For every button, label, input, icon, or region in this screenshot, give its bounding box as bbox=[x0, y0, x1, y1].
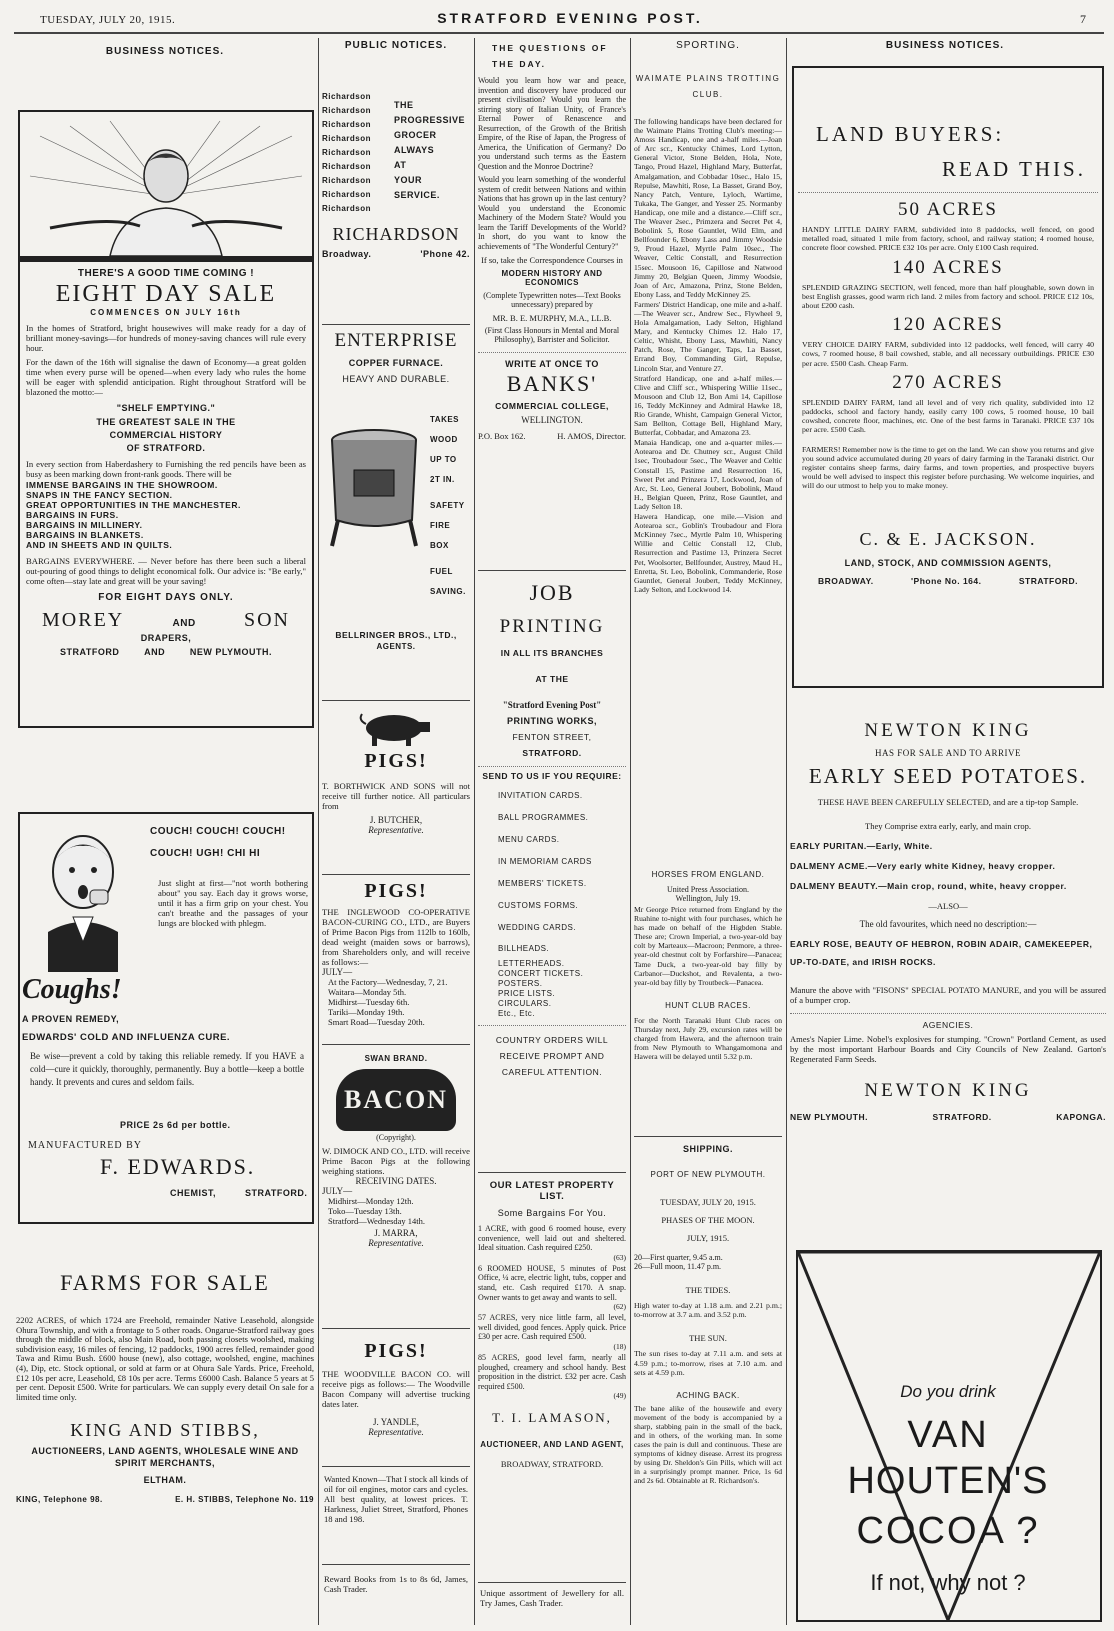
job-works: PRINTING WORKS, bbox=[507, 716, 597, 726]
bargain-line: BARGAINS IN BLANKETS. bbox=[26, 530, 144, 540]
land-buyers-ad bbox=[792, 66, 1104, 688]
col2-divider bbox=[322, 874, 470, 875]
newton-old-varieties: EARLY ROSE, BEAUTY OF HEBRON, ROBIN ADAIR, CAMEKEEPER, UP-TO-DATE, and IRISH ROCKS. bbox=[790, 939, 1093, 967]
morey-motto-4: OF STRATFORD. bbox=[126, 443, 206, 453]
bacon-logo bbox=[336, 1069, 456, 1131]
slogan-word: YOUR bbox=[394, 175, 423, 185]
land-listing-text: SPLENDID GRAZING SECTION, well fenced, more than half ploughable, sown down in best English grasses, good warm rich land. 2 miles from factory and school. PRICE £12 10s, about £200 cash. bbox=[802, 282, 1094, 311]
job-item: BALL PROGRAMMES. bbox=[498, 813, 589, 822]
col4-divider bbox=[634, 1136, 782, 1137]
morey-headline: THERE'S A GOOD TIME COMING ! bbox=[77, 268, 255, 279]
moon-phase: 20—First quarter, 9.45 a.m. bbox=[634, 1253, 723, 1262]
bargain-line: IMMENSE BARGAINS IN THE SHOWROOM. bbox=[26, 480, 218, 490]
land-farmers-note: FARMERS! Remember now is the time to get on the land. We can show you returns and give you sound advice accumulated during 20 years of dairy farming in the Taranaki district. Our register contains sheep farms, dairy farms, and town properties, and prospective buyers would be well advised to inspect this register before purchasing. We welcome inquiries, and will do our utmost to help you to make money. bbox=[802, 444, 1094, 491]
job-town: STRATFORD. bbox=[522, 748, 582, 758]
land-listing-acres: 120 ACRES bbox=[892, 314, 1004, 336]
richardson-repeat: Richardson bbox=[322, 106, 372, 115]
richardson-repeat-list bbox=[322, 90, 394, 216]
masthead bbox=[0, 0, 1114, 36]
lamason-trade: AUCTIONEER, AND LAND AGENT, bbox=[480, 1440, 624, 1450]
pigs-text-2: THE INGLEWOOD CO-OPERATIVE BACON-CURING CO., LTD., are Buyers of Prime Bacon Pigs from 112lb to 160lb, dead weight (maiden sows or barrows), from Shareholders only, and will receive as follows:— bbox=[322, 907, 470, 967]
farms-ad bbox=[16, 1256, 314, 1616]
horses-dateline: Wellington, July 19. bbox=[675, 894, 741, 903]
col1-section-head: BUSINESS NOTICES. bbox=[105, 46, 225, 57]
separator bbox=[478, 766, 626, 767]
shipping-port: PORT OF NEW PLYMOUTH. bbox=[650, 1170, 766, 1179]
bacon-signer: J. MARRA, bbox=[374, 1228, 418, 1238]
hunt-text: For the North Taranaki Hunt Club races on Thursday next, July 29, excursion rates will be charged from Hawera, and the afternoon train from New Plymouth to Whangamomona and Hawera will be delayed until 5.32 p.m. bbox=[634, 1015, 782, 1062]
job-items bbox=[478, 785, 626, 1019]
coughs-maker: F. EDWARDS. bbox=[100, 1154, 256, 1179]
morey-firm-son: SON bbox=[243, 609, 290, 631]
pigs-date: Midhirst—Tuesday 6th. bbox=[328, 997, 410, 1007]
bacon-role: Representative. bbox=[368, 1238, 424, 1248]
shipping-date: TUESDAY, JULY 20, 1915. bbox=[660, 1197, 756, 1207]
job-title-2: PRINTING bbox=[499, 616, 605, 637]
jewellery-notice: Unique assortment of Jewellery for all. Try James, Cash Trader. bbox=[480, 1588, 624, 1608]
job-item: BILLHEADS. bbox=[498, 944, 550, 953]
land-street: BROADWAY. bbox=[818, 575, 874, 586]
newton-firm-2: NEWTON KING bbox=[864, 1080, 1032, 1101]
sporting-handicaps-3: Stratford Handicap, one and a-half miles.—Clive and Cliff scr., Whispering Willie 11sec., Mousoon and Club 12, Bon Ami 14, Capillose 16, Teddy McKinney and Admiral Hawke 18, Rio Grande, Whisht, Campaign General Victor, Sam Bellton, Cottage Bell, Highland Mary, Butterfat, Cobbadar, and Amazona 23. bbox=[634, 373, 782, 438]
job-send: SEND TO US IF YOU REQUIRE: bbox=[482, 771, 622, 781]
morey-place-and: AND bbox=[144, 647, 166, 657]
coughs-paragraph-2: Be wise—prevent a cold by taking this reliable remedy. If you HAVE a cold—cure it quickly, thoroughly, permanently. Buy a bottle—keep a bottle handy. It prevents and cures and seldom fails. bbox=[30, 1051, 304, 1087]
job-item: POSTERS. bbox=[498, 979, 543, 988]
feature-word: SAFETY bbox=[430, 501, 465, 510]
property-listing: 57 ACRES, very nice little farm, all level, well divided, good fences. Apply quick. Price £30 per acre. Cash required £500. bbox=[478, 1313, 626, 1342]
horses-news bbox=[634, 870, 782, 1061]
property-ref: (18) bbox=[613, 1341, 626, 1351]
cocoa-line-4: COCOA ? bbox=[856, 1510, 1040, 1552]
land-listing-text: HANDY LITTLE DAIRY FARM, subdivided into 8 paddocks, well fenced, on good metalled road, situated 1 mile from factory, school, and railway station; 4 roomed house, concrete floor cowshed. PRICE £32 10s per acre. Only £100 Cash required. bbox=[802, 225, 1094, 253]
bacon-dates-title: RECEIVING DATES. bbox=[355, 1176, 437, 1186]
moon-month: JULY, 1915. bbox=[686, 1233, 730, 1243]
banks-contact bbox=[478, 431, 626, 441]
farms-text: 2202 ACRES, of which 1724 are Freehold, remainder Native Leasehold, alongside Ohura Township, and with a frontage to 5 other roads. Ongarue-Stratford railway goes through the middle of block, also Main Road, both passing closets woolshed, making subdivision easy, 16 miles of fencing, 12 paddocks, 1900 acres felled, remainder good Tawa and Rimu Bush. £600 house (new), also cottage, woolshed, engine, machines (4), Dip, etc. Stock optional, or sold at farm or at Ohura Sale Yards. Price, Freehold, £12 10s per acre, Leasehold, £8 10s per acre. Terms £6000 Cash. Balance 5 years at 5 per cent. Deposit £500. Write for particulars. We can supply every detail On sale for a limited time only. bbox=[16, 1315, 314, 1402]
sporting-club: WAIMATE PLAINS TROTTING CLUB. bbox=[635, 74, 781, 99]
job-branches: IN ALL ITS BRANCHES bbox=[500, 648, 604, 658]
wanted-known-notice: Wanted Known—That I stock all kinds of oil for oil engines, motor cars and cycles. All best quality, at lowest prices. T. Harkness, Juliet Street, Stratford, Phones 18 and 198. bbox=[324, 1474, 468, 1524]
morey-firm bbox=[42, 609, 290, 632]
shipping-news bbox=[634, 1144, 782, 1485]
horses-agency: United Press Association. bbox=[667, 885, 749, 894]
land-headline-1: LAND BUYERS: bbox=[816, 122, 1005, 146]
questions-course-note: (Complete Typewritten notes—Text Books unnecessary) prepared by bbox=[483, 291, 621, 309]
col2-divider bbox=[322, 700, 470, 701]
pigs-date: Tariki—Monday 19th. bbox=[328, 1007, 405, 1017]
lamason-name: T. I. LAMASON, bbox=[492, 1410, 612, 1426]
job-street: FENTON STREET, bbox=[512, 732, 592, 742]
feature-word: TAKES bbox=[430, 415, 460, 424]
morey-motto-1: "SHELF EMPTYING." bbox=[116, 403, 216, 413]
coughs-remedy: A PROVEN REMEDY, bbox=[22, 1014, 120, 1024]
land-listing-acres: 270 ACRES bbox=[892, 371, 1004, 393]
job-item: INVITATION CARDS. bbox=[498, 791, 583, 800]
questions-paragraph-1: Would you learn how war and peace, invention and discovery have produced our present civilisation? Would you learn the stirring story of Italian Unity, of France's Eternal Power of Renascence and Resurrection, of the Growth of the British Empire, of the Rise of Japan, the Progress of America, the Unification of Germany? Do you understand such terms as the Eastern Question and the Monroe Doctrine? bbox=[478, 76, 626, 171]
tides-text: High water to-day at 1.18 a.m. and 2.21 p.m.; to-morrow at 3.7 a.m. and 3.52 p.m. bbox=[634, 1301, 782, 1320]
farms-trades: AUCTIONEERS, LAND AGENTS, WHOLESALE WINE AND SPIRIT MERCHANTS, bbox=[31, 1446, 299, 1469]
separator bbox=[478, 1025, 626, 1026]
copper-furnace-illustration bbox=[324, 420, 424, 550]
bacon-date: Stratford—Wednesday 14th. bbox=[328, 1216, 426, 1226]
pigs-role-1: Representative. bbox=[368, 825, 424, 835]
enterprise-firm: BELLRINGER BROS., LTD., bbox=[335, 630, 457, 640]
pigs-woodville-ad bbox=[322, 1340, 470, 1437]
col2-divider bbox=[322, 1564, 470, 1565]
sporting-handicaps-4: Manaia Handicap, one and a-quarter miles.—Aotearoa and Dr. Chutney scr., August Child 1sec, Troubadour 5sec., The Weaver and Celtic Constall 15, Pastime and Resurrection 16, Sweet Pet and Prinzera 17, Lockwood, Joan of Arc, St. Leo, General Joubert, Bobolink, Maud H., Belgian Queen, Prinz, Rose Gauntlet, and Lady Selton 18. bbox=[634, 438, 782, 511]
separator bbox=[798, 192, 1098, 193]
job-item: CUSTOMS FORMS. bbox=[498, 901, 579, 910]
banks-write: WRITE AT ONCE TO bbox=[505, 359, 599, 369]
bacon-text: W. DIMOCK AND CO., LTD. will receive Prime Bacon Pigs at the following weighing stations. bbox=[322, 1146, 470, 1176]
newton-title: EARLY SEED POTATOES. bbox=[808, 764, 1088, 788]
slogan-word: AT bbox=[394, 160, 407, 170]
column-rule-3 bbox=[630, 38, 631, 1625]
job-item: WEDDING CARDS. bbox=[498, 923, 577, 932]
morey-firm-and: AND bbox=[172, 618, 196, 629]
potato-variety: EARLY PURITAN.—Early, White. bbox=[790, 841, 933, 851]
sun-title: THE SUN. bbox=[689, 1333, 727, 1344]
richardson-ad bbox=[322, 90, 470, 259]
job-item: MENU CARDS. bbox=[498, 835, 560, 844]
property-title: OUR LATEST PROPERTY LIST. bbox=[489, 1180, 615, 1202]
richardson-repeat: Richardson bbox=[322, 92, 372, 101]
job-item: CONCERT TICKETS. bbox=[498, 969, 584, 978]
enterprise-ad bbox=[322, 330, 470, 651]
property-subtitle: Some Bargains For You. bbox=[497, 1208, 607, 1218]
cocoa-line-5: If not, why not ? bbox=[870, 1570, 1026, 1595]
tides-title: THE TIDES. bbox=[685, 1285, 731, 1295]
land-listing bbox=[794, 314, 1102, 368]
newton-places bbox=[790, 1112, 1106, 1122]
enterprise-title: ENTERPRISE bbox=[334, 330, 458, 351]
bargain-line: BARGAINS IN MILLINERY. bbox=[26, 520, 143, 530]
job-item: LETTERHEADS. bbox=[498, 959, 565, 968]
shipping-title: SHIPPING. bbox=[682, 1144, 733, 1154]
bacon-brand: SWAN BRAND. bbox=[364, 1054, 428, 1063]
morey-place-new-plymouth: NEW PLYMOUTH. bbox=[189, 647, 272, 657]
newton-agencies-title: AGENCIES. bbox=[922, 1020, 974, 1030]
newton-comprise: They Comprise extra early, early, and main crop. bbox=[865, 821, 1031, 831]
questions-course: MODERN HISTORY AND ECONOMICS bbox=[501, 269, 603, 287]
job-printing-ad bbox=[478, 580, 626, 1080]
farms-phones bbox=[16, 1495, 314, 1504]
job-item: PRICE LISTS. bbox=[498, 989, 556, 998]
coughs-title: Coughs! bbox=[22, 974, 122, 1005]
morey-bargain-list bbox=[26, 480, 306, 550]
job-paper: "Stratford Evening Post" bbox=[502, 700, 602, 710]
newton-also: —ALSO— bbox=[928, 901, 968, 911]
property-list-ad bbox=[478, 1180, 626, 1469]
horses-title: HORSES FROM ENGLAND. bbox=[651, 870, 765, 879]
feature-word: UP TO bbox=[430, 455, 457, 464]
col2-divider bbox=[322, 1044, 470, 1045]
coughs-maker-trade: CHEMIST, bbox=[170, 1188, 217, 1198]
potato-variety: DALMENY ACME.—Very early white Kidney, heavy cropper. bbox=[790, 861, 1056, 871]
questions-tutor: MR. B. E. MURPHY, M.A., LL.B. bbox=[492, 313, 612, 323]
richardson-repeat: Richardson bbox=[322, 148, 372, 157]
enterprise-features bbox=[430, 410, 470, 602]
cocoa-line-2: VAN bbox=[907, 1414, 989, 1456]
morey-paragraph-2: For the dawn of the 16th will signalise the dawn of Economy—a great golden time when every purse will be opened—when every lady who rules the home will be eager with splendid anticipation. Right throughout Stratford will be blazoned the motto:— bbox=[26, 357, 306, 397]
land-listing bbox=[794, 372, 1102, 435]
pigs-inglewood-ad bbox=[322, 880, 470, 1027]
enterprise-agents: AGENTS. bbox=[376, 642, 416, 651]
bacon-date: Toko—Tuesday 13th. bbox=[328, 1206, 402, 1216]
pigs-title-3: PIGS! bbox=[364, 1340, 428, 1362]
column-rule-1 bbox=[318, 38, 319, 1625]
land-listing-text: VERY CHOICE DAIRY FARM, subdivided into 12 paddocks, well fenced, will carry 40 cows, 7 roomed house, 8 bail cowshed, stable, and all necessary outbuildings. PRICE £30 per acre. £500 Cash. Cheap Farm. bbox=[802, 340, 1094, 368]
land-headline-2: READ THIS. bbox=[942, 157, 1086, 181]
farms-phone-king: KING, Telephone 98. bbox=[16, 1495, 103, 1505]
slogan-word: GROCER bbox=[394, 130, 437, 140]
newton-place: NEW PLYMOUTH. bbox=[790, 1112, 868, 1122]
cocoa-line-3: HOUTEN'S bbox=[847, 1460, 1049, 1502]
morey-places bbox=[60, 647, 272, 657]
richardson-name: RICHARDSON bbox=[332, 224, 460, 244]
feature-word: 2T IN. bbox=[430, 475, 455, 484]
morey-place-stratford: STRATFORD bbox=[60, 647, 120, 657]
newton-has: HAS FOR SALE AND TO ARRIVE bbox=[875, 748, 1021, 758]
moon-title: PHASES OF THE MOON. bbox=[661, 1215, 755, 1225]
col2-section-head: PUBLIC NOTICES. bbox=[344, 40, 448, 51]
lamason-place: BROADWAY, STRATFORD. bbox=[500, 1459, 604, 1470]
farms-phone-stibbs: E. H. STIBBS, Telephone No. 119 bbox=[175, 1495, 314, 1505]
pigs-date: Smart Road—Tuesday 20th. bbox=[328, 1017, 425, 1027]
feature-word: WOOD bbox=[430, 435, 458, 444]
coughs-cry-1: COUCH! COUCH! COUCH! bbox=[150, 826, 286, 837]
enterprise-sub-2: HEAVY AND DURABLE. bbox=[342, 374, 450, 384]
richardson-street: Broadway. bbox=[322, 249, 372, 259]
property-listing: 85 ACRES, good level farm, nearly all ploughed, creamery and school handy. Best proposition in the district. £32 per acre. Cash required £500. bbox=[478, 1352, 626, 1391]
land-contact bbox=[818, 576, 1078, 586]
richardson-phone: 'Phone 42. bbox=[420, 249, 470, 259]
job-at-the: AT THE bbox=[535, 674, 569, 684]
land-listing-acres: 140 ACRES bbox=[892, 256, 1004, 278]
newton-selected: THESE HAVE BEEN CAREFULLY SELECTED, and are a tip-top Sample. bbox=[817, 797, 1079, 807]
richardson-contact bbox=[322, 249, 470, 259]
slogan-word: PROGRESSIVE bbox=[394, 115, 466, 125]
job-item: MEMBERS' TICKETS. bbox=[498, 879, 587, 888]
pigs-title-2: PIGS! bbox=[364, 880, 428, 902]
pigs-date: Waitara—Monday 5th. bbox=[328, 987, 407, 997]
bacon-copyright: (Copyright). bbox=[376, 1133, 416, 1142]
column-rule-2 bbox=[474, 38, 475, 1625]
coughs-paragraph-1: Just slight at first—"not worth bothering about" you say. Each day it grows worse, until it has a firm grip on your chest. You can't breathe and the passages of your lungs are blocked with phlegm. bbox=[158, 878, 308, 928]
job-item: CIRCULARS. bbox=[498, 999, 552, 1008]
sporting-column bbox=[634, 40, 782, 594]
potato-variety: DALMENY BEAUTY.—Main crop, round, white, heavy cropper. bbox=[790, 881, 1067, 891]
pig-icon bbox=[356, 710, 436, 748]
col2-divider bbox=[322, 1328, 470, 1329]
newton-manure: Manure the above with "FISONS" SPECIAL POTATO MANURE, and you will be assured of a bumper crop. bbox=[790, 985, 1106, 1005]
col2-divider bbox=[322, 324, 470, 325]
ache-text: The bane alike of the housewife and every movement of the body is accompanied by a sharp, stabbing pain in the small of the back, and in others, of the working man. In some cases the pain is dull and continuous. These are symptoms of kidney disease. Arrest its progress by using Dr. Sheldon's Gin Pills, which will act in a surprisingly prompt manner. Price, 1s 6d and 2s 6d. Obtainable at R. Richardson's. bbox=[634, 1404, 782, 1486]
slogan-word: SERVICE. bbox=[394, 190, 440, 200]
horses-text: Mr George Price returned from England by the Ruahine to-night with four purchases, which he has made on behalf of the Higbden Stable. These are; Crown Imperial, a two-year-old bay colt by Marteaux—Macroon; Penmore, a three-year-old chestnut colt by Forfarshire—Panacea; Tame Duck, a two-year-old bay filly by Carbanor—Duckshot, and Revalenta, a two-year-old bay filly by Troutbeck—Panacea. bbox=[634, 905, 782, 987]
slogan-word: ALWAYS bbox=[394, 145, 435, 155]
separator bbox=[478, 352, 626, 353]
morey-ad bbox=[18, 110, 314, 728]
land-listing bbox=[794, 257, 1102, 311]
property-listing: 1 ACRE, with good 6 roomed house, every convenience, well laid out and sheltered. Ideal situation. Cash required £250. bbox=[478, 1224, 626, 1253]
job-item: Etc., Etc. bbox=[498, 1009, 536, 1018]
property-listing: 6 ROOMED HOUSE, 5 minutes of Post Office, ¼ acre, electric light, tubs, copper and stand, etc. Cash required £170. A snap. Owner wants to get away and wants to sell. bbox=[478, 1263, 626, 1302]
morey-motto-3: COMMERCIAL HISTORY bbox=[109, 430, 223, 440]
col3-divider bbox=[478, 570, 626, 571]
feature-word: BOX bbox=[430, 541, 449, 550]
bargain-line: AND IN SHEETS AND IN QUILTS. bbox=[26, 540, 173, 550]
bacon-date: Midhirst—Monday 12th. bbox=[328, 1196, 414, 1206]
morey-motto-2: THE GREATEST SALE IN THE bbox=[96, 417, 236, 427]
morey-firm-name: MOREY bbox=[42, 609, 125, 631]
richardson-repeat: Richardson bbox=[322, 162, 372, 171]
newton-favourites: The old favourites, which need no description:— bbox=[859, 919, 1037, 929]
pigs-signer-1: J. BUTCHER, bbox=[369, 815, 423, 825]
col3-divider bbox=[478, 1582, 626, 1583]
masthead-date: TUESDAY, JULY 20, 1915. bbox=[40, 14, 176, 26]
newton-king-ad bbox=[790, 720, 1106, 1122]
newton-firm: NEWTON KING bbox=[864, 720, 1032, 741]
morey-paragraph-3: In every section from Haberdashery to Furnishing the red pencils have been as busy as been marking down front-rank goods. There will be bbox=[26, 459, 306, 479]
pigs-text-1: T. BORTHWICK AND SONS will not receive till further notice. All particulars from bbox=[322, 781, 470, 811]
sporting-head: SPORTING. bbox=[676, 40, 740, 51]
morey-commences: COMMENCES ON JULY 16th bbox=[90, 308, 242, 317]
sun-text: The sun rises to-day at 7.11 a.m. and sets at 4.59 p.m.; to-morrow, rises at 7.10 a.m. and sets at 4.59 p.m. bbox=[634, 1349, 782, 1377]
land-place: STRATFORD. bbox=[1018, 575, 1078, 586]
farms-firm: KING AND STIBBS, bbox=[70, 1420, 260, 1441]
bargain-line: GREAT OPPORTUNITIES IN THE MANCHESTER. bbox=[26, 500, 241, 510]
col5-section-head: BUSINESS NOTICES. bbox=[885, 40, 1005, 51]
land-listing-acres: 50 ACRES bbox=[898, 199, 998, 220]
van-houtens-cocoa-ad bbox=[796, 1250, 1102, 1622]
col3-divider bbox=[478, 1172, 626, 1173]
property-ref: (49) bbox=[613, 1391, 626, 1401]
sporting-handicaps-1: The following handicaps have been declared for the Waimate Plains Trotting Club's meeting:— Amoss Handicap, one and a-half miles.—Joan of Arc scr., Kentucky Chimes, Lord Lytton, General Victor, Stone Belden, Hola, Note, Tango, Proud Hazel, Highland Mary, Butterfat, Amalgamation, and Cobbadar 10sec., Halo 15, Repulse, Mawhiti, Rose, La Basset, Grand Boy, Nancy Patch, Venture, Lyloch, Wartime, Tukaka, The Ganger, and Yesser 25. Normanby Handicap, one mile and a distance.—Cliff scr., The Weaver 2sec., Primzera and Secret Pet 4, Bobolink 5, Rose Gauntlet, Wild Elm, and Bellfounder 6, Ebony Lass and Jimmy Woodsie 9, Proud Hazel, Myrtle Palm 10sec., The Weaver, Celtic Constall, and Resurrection 15sec. Mousoon 16, Capillose and Natwood Jimmy 20, Belgian Queen, Jimmy Woodsie, Joan of Arc, Amazona, Prinz, Stone Belden, Ebony Lass, and Teddy McKinney 25. bbox=[634, 117, 782, 299]
job-item: IN MEMORIAM CARDS bbox=[498, 857, 592, 866]
coughs-cry-2: COUCH! UGH! CHI HI bbox=[150, 848, 261, 859]
morey-paragraph-1: In the homes of Stratford, bright housewives will make ready for a day of brilliant money-savings—for hundreds of money-saving chances will rule every hour. bbox=[26, 323, 306, 353]
slogan-word: THE bbox=[394, 100, 414, 110]
banks-college: COMMERCIAL COLLEGE, bbox=[495, 401, 609, 411]
woman-illustration bbox=[20, 116, 312, 266]
questions-title: THE QUESTIONS OF THE DAY. bbox=[492, 43, 608, 69]
moon-phase: 26—Full moon, 11.47 p.m. bbox=[634, 1262, 722, 1271]
coughs-manufactured: MANUFACTURED BY bbox=[28, 1140, 142, 1151]
col2-divider bbox=[322, 1466, 470, 1467]
coughs-product: EDWARDS' COLD AND INFLUENZA CURE. bbox=[22, 1032, 231, 1043]
ache-title: ACHING BACK. bbox=[676, 1391, 740, 1401]
farms-place: ELTHAM. bbox=[143, 1475, 187, 1486]
pigs-date: At the Factory—Wednesday, 7, 21. bbox=[328, 977, 448, 987]
land-phone: 'Phone No. 164. bbox=[911, 575, 982, 586]
morey-duration: FOR EIGHT DAYS ONLY. bbox=[98, 592, 234, 603]
richardson-repeat: Richardson bbox=[322, 120, 372, 129]
coughs-ad bbox=[18, 812, 314, 1224]
richardson-slogan bbox=[394, 90, 465, 216]
newton-place: STRATFORD. bbox=[932, 1112, 992, 1122]
land-trade: LAND, STOCK, AND COMMISSION AGENTS, bbox=[844, 557, 1052, 568]
questions-tutor-note: (First Class Honours in Mental and Moral Philosophy), Barrister and Solicitor. bbox=[484, 326, 620, 344]
column-rule-4 bbox=[786, 38, 787, 1625]
property-ref: (62) bbox=[613, 1302, 626, 1312]
feature-word: FUEL bbox=[430, 567, 453, 576]
bacon-month: JULY— bbox=[322, 1186, 353, 1196]
coughs-price: PRICE 2s 6d per bottle. bbox=[120, 1120, 231, 1130]
questions-paragraph-2: Would you learn something of the wonderful system of credit between Nations and within Nations that has grown up in the last century? Would you understand the Economic Machinery of the Modern State? Would you learn the Tariff Developments of the World? In short, do you want to know the achievements of "The Wonderful Century?" bbox=[478, 175, 626, 251]
morey-paragraph-4: BARGAINS EVERYWHERE. — Never before has there been such a liberal out-pouring of good things to delight economical folk. Our advice is: "Be early," come often—stay late and great will be your saving! bbox=[26, 556, 306, 586]
banks-name: BANKS' bbox=[506, 371, 598, 396]
land-listing bbox=[794, 199, 1102, 253]
masthead-rule bbox=[14, 32, 1104, 34]
property-ref: (63) bbox=[613, 1252, 626, 1262]
job-title-1: JOB bbox=[529, 580, 575, 605]
newton-place: KAPONGA. bbox=[1056, 1112, 1106, 1122]
coughs-maker-place: STRATFORD. bbox=[245, 1188, 308, 1198]
bacon-ad bbox=[322, 1054, 470, 1248]
separator bbox=[790, 1013, 1106, 1014]
reward-books-notice: Reward Books from 1s to 8s 6d, James, Cash Trader. bbox=[324, 1574, 468, 1594]
banks-place: WELLINGTON. bbox=[521, 415, 583, 425]
richardson-repeat: Richardson bbox=[322, 204, 372, 213]
farms-title: FARMS FOR SALE bbox=[60, 1270, 270, 1295]
questions-ad bbox=[478, 40, 626, 441]
pigs-text-3: THE WOODVILLE BACON CO. will receive pigs as follows:— The Woodville Bacon Company will advertise trucking dates later. bbox=[322, 1369, 470, 1409]
masthead-page: 7 bbox=[1080, 12, 1086, 26]
sporting-handicaps-2: Farmers' District Handicap, one mile and a-half.—The Weaver scr., Andrew Sec., Flywheel 9, Hola Amalgamation, Lady Selton, Highland Mary, and Kentucky Chimes 12. Halo 17, Celtic, Whisht, Ebony Lass, Mawhiti, Nancy Patch, Rose, The Ganger, Taps, La Basset, Errand Boy, Commanding Girl, Repulse, Lincoln Star, and Venture 27. bbox=[634, 299, 782, 373]
richardson-repeat: Richardson bbox=[322, 134, 372, 143]
pigs-month-2: JULY— bbox=[322, 967, 353, 977]
land-listing-text: SPLENDID DAIRY FARM, land all level and of very rich quality, subdivided into 12 paddocks, school and factory handy, easily carry 100 cows, 5 roomed house, 10 bail cowshed, concrete floor, machines, etc. One of the best farms in Taranaki. PRICE £37 10s per acre. £500 Cash. bbox=[802, 397, 1094, 435]
bacon-logo-text: BACON bbox=[344, 1085, 448, 1114]
land-firm: C. & E. JACKSON. bbox=[859, 528, 1037, 549]
morey-sale-title: EIGHT DAY SALE bbox=[55, 281, 277, 307]
pigs-title-1: PIGS! bbox=[364, 750, 428, 772]
enterprise-sub-1: COPPER FURNACE. bbox=[348, 358, 444, 368]
pigs-borthwick-ad bbox=[322, 710, 470, 835]
cocoa-line-1: Do you drink bbox=[900, 1382, 996, 1401]
bargain-line: BARGAINS IN FURS. bbox=[26, 510, 119, 520]
feature-word: FIRE bbox=[430, 521, 451, 530]
richardson-repeat: Richardson bbox=[322, 190, 372, 199]
hunt-title: HUNT CLUB RACES. bbox=[665, 1000, 751, 1010]
feature-word: SAVING. bbox=[430, 587, 466, 596]
banks-pobox: P.O. Box 162. bbox=[478, 431, 526, 441]
pigs-role-3: Representative. bbox=[368, 1427, 424, 1437]
morey-trade: DRAPERS, bbox=[140, 633, 192, 643]
questions-course-intro: If so, take the Correspondence Courses in bbox=[481, 255, 623, 265]
richardson-repeat: Richardson bbox=[322, 176, 372, 185]
newton-agencies: Ames's Napier Lime. Nobel's explosives for stumping. "Crown" Portland Cement, as used by the most important Harbour Boards and City Councils of New Zealand. Garton's Regenerated Farm Seeds. bbox=[790, 1034, 1106, 1064]
masthead-title: STRATFORD EVENING POST. bbox=[437, 10, 703, 26]
pigs-signer-3: J. YANDLE, bbox=[373, 1417, 419, 1427]
job-country-orders: COUNTRY ORDERS WILL RECEIVE PROMPT AND CAREFUL ATTENTION. bbox=[495, 1035, 609, 1077]
sporting-handicaps-5: Hawera Handicap, one mile.—Vision and Aotearoa scr., Goblin's Troubadour and Flora McKinney 7sec., Myrtle Palm 10, Whispering Willie and Celtic Constall 12, Club, Resurrection and Pastime 13, Prinzera Secret Pet, Woolsorter, Bellfounder, Austrey, Maud H., Enretta, St. Leo, Bobolink, Commanderie, Rose Gauntlet, General Joubert, Teddy McKinney, Lady Selton, and Lockwood 14. bbox=[634, 512, 782, 594]
bargain-line: SNAPS IN THE FANCY SECTION. bbox=[26, 490, 173, 500]
banks-director: H. AMOS, Director. bbox=[557, 431, 626, 441]
coughing-man-illustration bbox=[28, 822, 138, 972]
